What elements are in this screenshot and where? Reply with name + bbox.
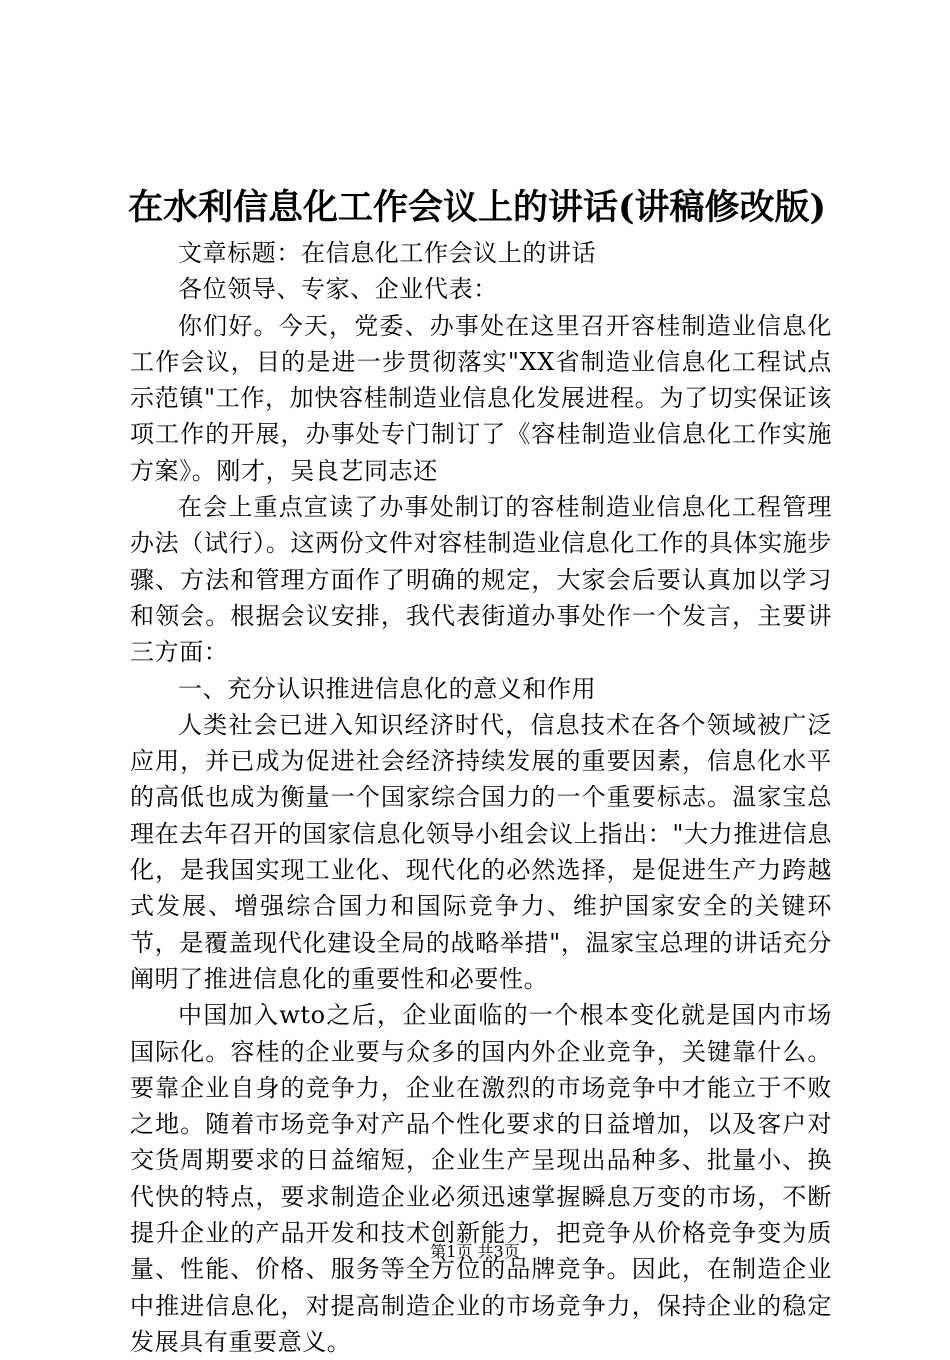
paragraph-knowledge-economy: 人类社会已进入知识经济时代，信息技术在各个领域被广泛应用，并已成为促进社会经济持续发展的重要因素，信息化水平的高低也成为衡量一个国家综合国力的一个重要标志。温家宝总理在去年召开的国家信息化领导小组会议上指出："大力推进信息化，是我国实现工业化、现代化的必然选择，是促进生产力跨越式发展、增强综合国力和国际竞争力、维护国家安全的关键环节，是覆盖现代化建设全局的战略举措"，温家宝总理的讲话充分阐明了推进信息化的重要性和必要性。 <box>130 710 832 993</box>
paragraph-opening: 你们好。今天，党委、办事处在这里召开容桂制造业信息化工作会议，目的是进一步贯彻落实"XX省制造业信息化工程试点示范镇"工作，加快容桂制造业信息化发展进程。为了切实保证该项工作的开展，办事处专门制订了《容桂制造业信息化工作实施方案》。刚才，吴良艺同志还 <box>130 311 832 485</box>
paragraph-meeting-documents: 在会上重点宣读了办事处制订的容桂制造业信息化工程管理办法（试行）。这两份文件对容桂制造业信息化工作的具体实施步骤、方法和管理方面作了明确的规定，大家会后要认真加以学习和领会。根据会议安排，我代表街道办事处作一个发言，主要讲三方面： <box>130 493 832 667</box>
document-body <box>130 235 832 1360</box>
article-title-line: 文章标题：在信息化工作会议上的讲话 <box>178 239 597 267</box>
page-indicator: 第1页 共3页 <box>430 1242 520 1261</box>
salutation: 各位领导、专家、企业代表： <box>178 275 498 304</box>
document-title: 在水利信息化工作会议上的讲话(讲稿修改版) <box>128 187 827 228</box>
paragraph-wto: 中国加入wto之后，企业面临的一个根本变化就是国内市场国际化。容桂的企业要与众多的国内外企业竞争，关键靠什么。要靠企业自身的竞争力，企业在激烈的市场竞争中才能立于不败之地。随着市场竞争对产品个性化要求的日益增加，以及客户对交货周期要求的日益缩短，企业生产呈现出品种多、批量小、换代快的特点，要求制造企业必须迅速掌握瞬息万变的市场，不断提升企业的产品开发和技术创新能力，把竞争从价格竞争变为质量、性能、价格、服务等全方位的品牌竞争。因此，在制造企业中推进信息化，对提高制造企业的市场竞争力，保持企业的稳定发展具有重要意义。 <box>130 1001 832 1356</box>
section-heading-1: 一、充分认识推进信息化的意义和作用 <box>178 674 597 703</box>
